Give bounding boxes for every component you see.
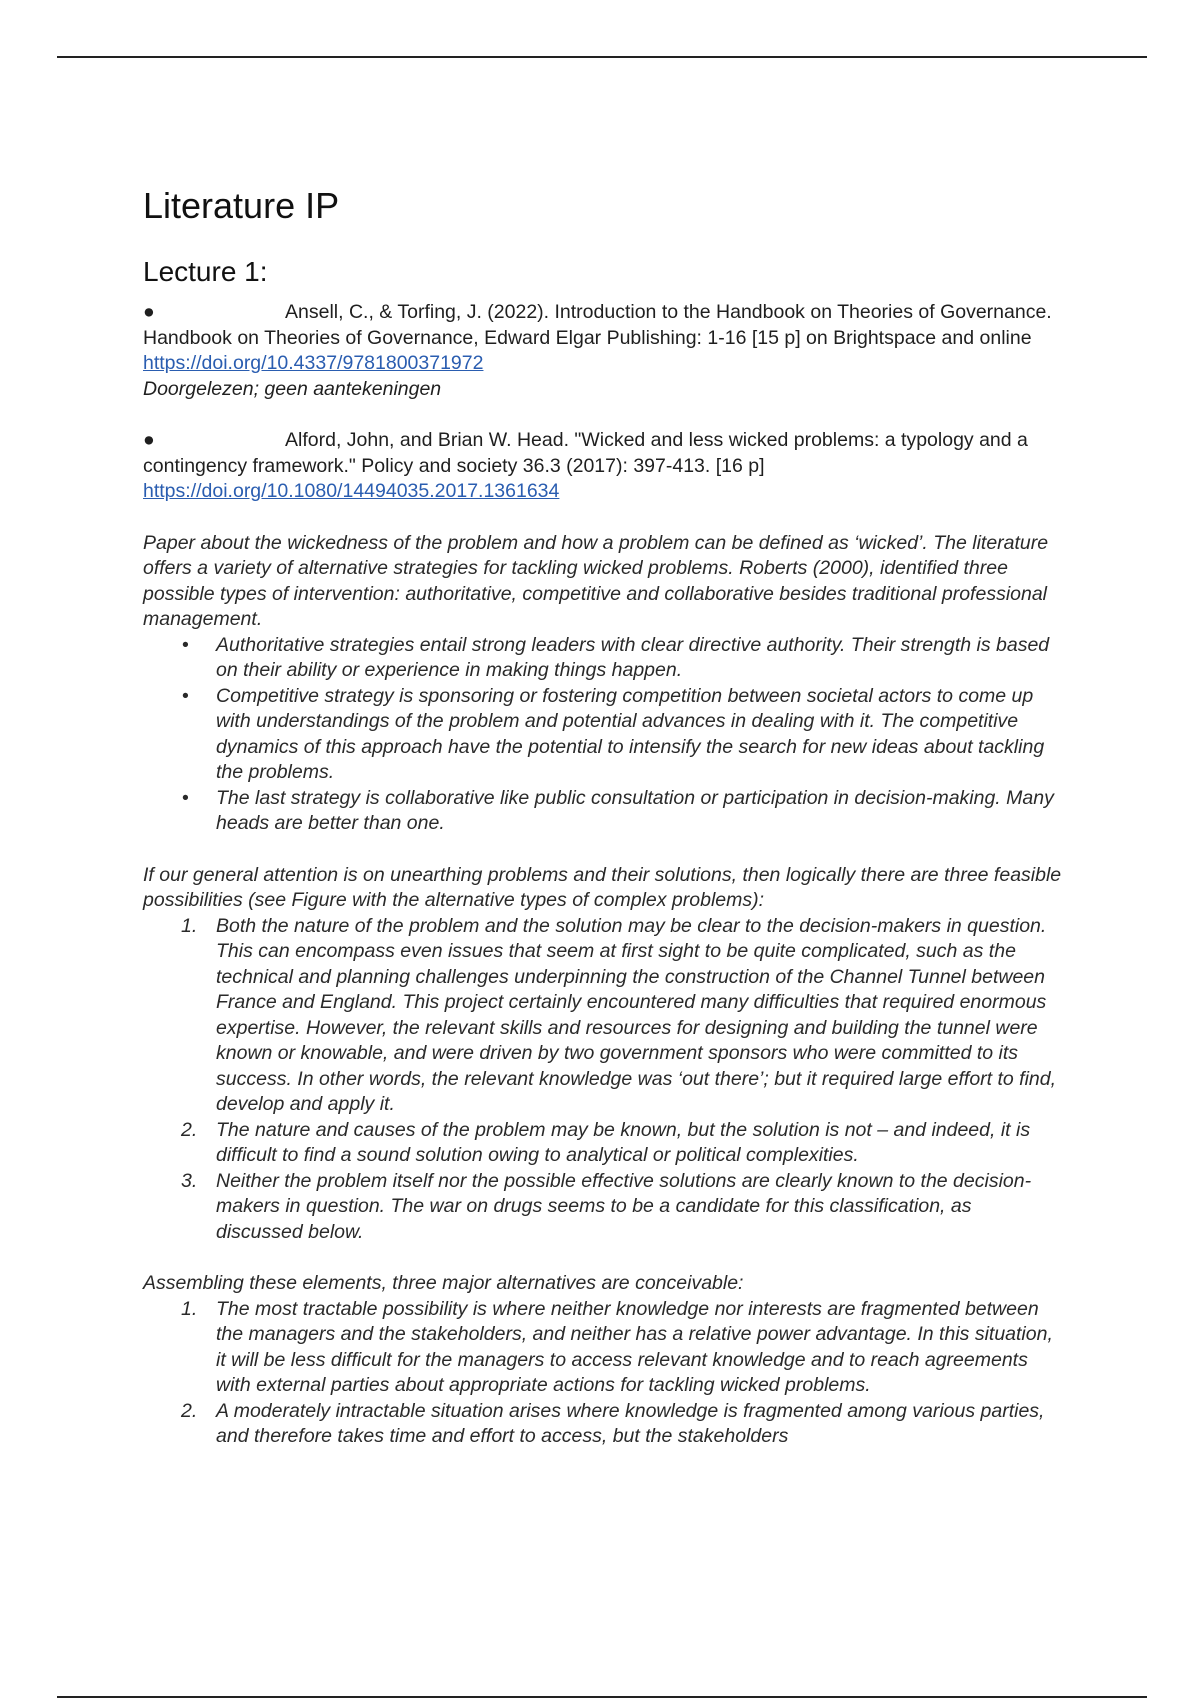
reference-link[interactable]: https://doi.org/10.1080/14494035.2017.1361634 <box>143 480 560 502</box>
number-marker: 3. <box>181 1169 198 1192</box>
list-item: 1. Both the nature of the problem and the solution may be clear to the decision-makers in question. This can encompass even issues that seem at first sight to be quite complicated, such as the technical and planning challenges underpinning the construction of the Channel Tunnel between France and England. This project certainly encountered many difficulties that required enormous expertise. However, the relevant skills and resources for designing and building the tunnel were known or knowable, and were driven by two government sponsors who were committed to its success. In other words, the relevant knowledge was ‘out there’; but it required large effort to find, develop and apply it. <box>181 914 1057 1115</box>
bullet-marker: • <box>182 633 189 656</box>
summary-paragraph: Paper about the wickedness of the problem and how a problem can be defined as ‘wicked’. The literature offers a variety of alternative strategies for tackling wicked problems. Roberts (2000), identified three possible types of intervention: authoritative, competitive and collaborative besides traditional professional management. <box>143 531 1049 630</box>
possibilities-paragraph: If our general attention is on unearthing problems and their solutions, then logically there are three feasible possibilities (see Figure with the alternative types of complex problems): <box>143 863 1062 911</box>
list-item: 2. The nature and causes of the problem may be known, but the solution is not – and indeed, it is difficult to find a sound solution owing to analytical or political complexities. <box>181 1118 1031 1166</box>
list-item: • The last strategy is collaborative like public consultation or participation in decision-making. Many heads are better than one. <box>182 786 1054 834</box>
bullet-marker: • <box>182 684 189 707</box>
reference-1 <box>143 300 1063 377</box>
alternatives-list <box>143 1297 1063 1450</box>
bullet-marker: • <box>182 786 189 809</box>
strategy-list <box>143 633 1063 837</box>
reference-text: Ansell, C., & Torfing, J. (2022). Introduction to the Handbook on Theories of Governance. Handbook on Theories of Governance, Edward Elgar Publishing: 1-16 [15 p] on Brightspace and online <box>143 301 1052 349</box>
reference-text: Alford, John, and Brian W. Head. "Wicked and less wicked problems: a typology and a contingency framework." Policy and society 36.3 (2017): 397-413. [16 p] <box>143 429 1028 477</box>
page-title: Literature IP <box>143 185 340 226</box>
reference-link[interactable]: https://doi.org/10.4337/9781800371972 <box>143 352 484 374</box>
possibilities-list <box>143 914 1063 1246</box>
reference-bullet: ● <box>143 429 155 451</box>
list-item: 2. A moderately intractable situation arises where knowledge is fragmented among various parties, and therefore takes time and effort to access, but the stakeholders <box>181 1399 1045 1447</box>
bottom-rule <box>57 1696 1147 1698</box>
list-item: • Authoritative strategies entail strong leaders with clear directive authority. Their strength is based on their ability or experience in making things happen. <box>182 633 1050 681</box>
number-marker: 2. <box>181 1118 198 1141</box>
list-item: 3. Neither the problem itself nor the possible effective solutions are clearly known to the decision-makers in question. The war on drugs seems to be a candidate for this classification, as discussed below. <box>181 1169 1032 1243</box>
alternatives-paragraph: Assembling these elements, three major alternatives are conceivable: <box>143 1272 744 1294</box>
reference-2 <box>143 428 1063 505</box>
list-item: 1. The most tractable possibility is where neither knowledge nor interests are fragmented between the managers and the stakeholders, and neither has a relative power advantage. In this situation, it will be less difficult for the managers to access relevant knowledge and to reach agreements with external parties about appropriate actions for tackling wicked problems. <box>181 1297 1053 1396</box>
reference-bullet: ● <box>143 301 155 323</box>
number-marker: 2. <box>181 1399 198 1422</box>
number-marker: 1. <box>181 914 198 937</box>
number-marker: 1. <box>181 1297 198 1320</box>
top-rule <box>57 56 1147 58</box>
list-item: • Competitive strategy is sponsoring or fostering competition between societal actors to come up with understandings of the problem and potential advances in dealing with it. The competitive dynamics of this approach have the potential to intensify the search for new ideas about tackling the problems. <box>182 684 1045 783</box>
document-body <box>143 180 1063 1450</box>
lecture-heading: Lecture 1: <box>143 256 268 287</box>
reference-note: Doorgelezen; geen aantekeningen <box>143 377 442 400</box>
